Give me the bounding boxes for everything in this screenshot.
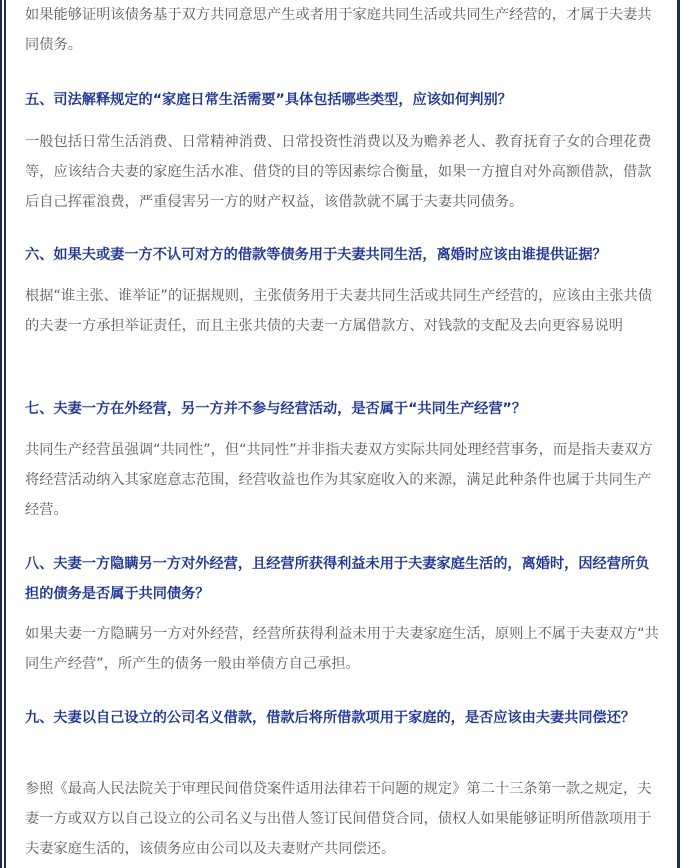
section-body-6: 根据“谁主张、谁举证”的证据规则，主张债务用于夫妻共同生活或共同生产经营的，应该由主张共债的夫妻一方承担举证责任，而且主张共债的夫妻一方属借款方、对钱款的支配及去向更容易说明 [25, 288, 653, 334]
section-heading-9: 九、夫妻以自己设立的公司名义借款，借款后将所借款项用于家庭的，是否应该由夫妻共同偿还？ [25, 710, 636, 726]
section-body-9: 参照《最高人民法院关于审理民间借贷案件适用法律若干问题的规定》第二十三条第一款之规定，夫妻一方或双方以自己设立的公司名义与出借人签订民间借贷合同，债权人如果能够证明所借款项用于夫妻家庭生活的，该债务应由公司以及夫妻财产共同偿还。 [25, 781, 652, 857]
section-heading-8: 八、夫妻一方隐瞒另一方对外经营，且经营所获得利益未用于夫妻家庭生活的，离婚时，因经营所负担的债务是否属于共同债务？ [25, 556, 650, 602]
section-body-8: 如果夫妻一方隐瞒另一方对外经营，经营所获得利益未用于夫妻家庭生活，原则上不属于夫妻双方“共同生产经营”，所产生的债务一般由举债方自己承担。 [25, 626, 659, 672]
frame-left-border [4, 0, 6, 868]
section-heading-7: 七、夫妻一方在外经营，另一方并不参与经营活动，是否属于“共同生产经营”？ [25, 401, 527, 417]
intro-paragraph: 如果能够证明该债务基于双方共同意思产生或者用于家庭共同生活或共同生产经营的，才属于夫妻共同债务。 [25, 7, 652, 53]
frame-outer-left-border [0, 0, 2, 868]
section-body-7: 共同生产经营虽强调“共同性”，但“共同性”并非指夫妻双方实际共同处理经营事务，而是指夫妻双方将经营活动纳入其家庭意志范围，经营收益也作为其家庭收入的来源，满足此种条件也属于共同生产经营。 [25, 442, 653, 518]
frame-right-border [677, 0, 680, 868]
section-heading-6: 六、如果夫或妻一方不认可对方的借款等债务用于夫妻共同生活，离婚时应该由谁提供证据？ [25, 247, 607, 263]
section-heading-5: 五、司法解释规定的“家庭日常生活需要”具体包括哪些类型，应该如何判别？ [25, 92, 512, 108]
section-body-5: 一般包括日常生活消费、日常精神消费、日常投资性消费以及为赡养老人、教育抚育子女的合理花费等，应该结合夫妻的家庭生活水准、借贷的目的等因素综合衡量，如果一方擅自对外高额借款，借款后自己挥霍浪费，严重侵害另一方的财产权益，该借款就不属于夫妻共同债务。 [25, 134, 652, 210]
